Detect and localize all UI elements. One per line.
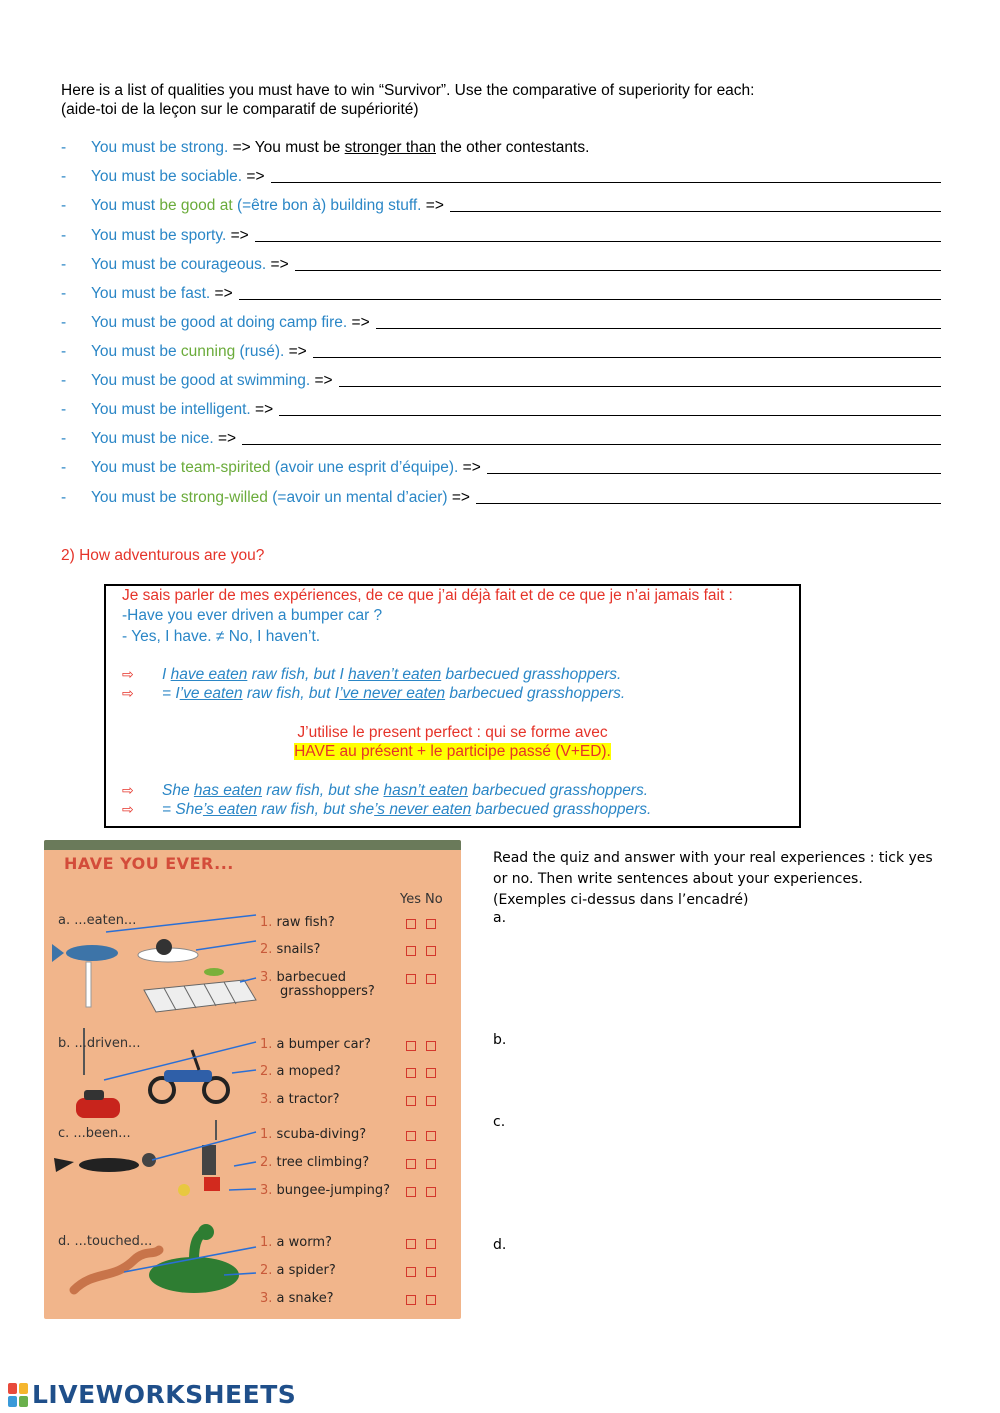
- arrow-icon: ⇨: [122, 685, 134, 701]
- question-row: [61, 399, 941, 421]
- question-part: strong-willed: [180, 489, 268, 506]
- example-2-text: [162, 684, 625, 703]
- quiz-item: [260, 1235, 332, 1250]
- quiz-item-text: snails?: [276, 942, 321, 957]
- answer-label-a: a.: [493, 910, 507, 926]
- question-part: You must be sporty.: [91, 227, 231, 244]
- quiz-item: [260, 1183, 390, 1198]
- box-line-2: -Have you ever driven a bumper car ?: [122, 607, 383, 624]
- question-text: [91, 370, 333, 392]
- question-part: =>: [288, 343, 307, 360]
- no-checkbox[interactable]: [426, 1187, 436, 1197]
- annotation-arrows: [104, 915, 256, 1275]
- intro-line-1: Here is a list of qualities you must have to win “Survivor”. Use the comparative of superiority for each:: [61, 82, 755, 99]
- quiz-section-label: a. ...eaten...: [58, 913, 137, 928]
- answer-label-c: c.: [493, 1114, 506, 1130]
- question-text: [91, 399, 273, 421]
- example-part: barbecued grasshoppers.: [445, 685, 626, 702]
- example-part: ’s eaten: [202, 801, 257, 818]
- question-part: You must be strong.: [91, 139, 233, 156]
- question-part: (rusé).: [235, 343, 289, 360]
- instructions-intro: [61, 81, 961, 119]
- scuba-diver-icon: [54, 1153, 156, 1172]
- question-part: You must be nice.: [91, 430, 218, 447]
- question-part: the other contestants.: [436, 139, 590, 156]
- question-part: You must: [91, 197, 160, 214]
- logo-text: LIVEWORKSHEETS: [32, 1380, 297, 1409]
- rule-line-1: J’utilise le present perfect : qui se forme avec: [297, 724, 608, 741]
- example-part: ’ve eaten: [179, 685, 243, 702]
- quiz-item: [260, 942, 320, 957]
- snail-icon: [138, 939, 198, 962]
- question-part: =>: [214, 285, 233, 302]
- question-part: You must be: [91, 489, 181, 506]
- example-part: haven’t eaten: [348, 666, 442, 683]
- yes-checkbox[interactable]: [406, 1041, 416, 1051]
- moped-icon: [150, 1050, 228, 1102]
- quiz-section-label: b. ...driven...: [58, 1036, 141, 1051]
- bullet-dash: -: [61, 256, 67, 273]
- quiz-title: HAVE YOU EVER...: [64, 854, 234, 873]
- question-part: You must be fast.: [91, 285, 215, 302]
- arrow-icon: ⇨: [122, 782, 134, 798]
- worm-icon: [74, 1250, 159, 1290]
- bullet-dash: -: [61, 314, 67, 331]
- quiz-item-text: a bumper car?: [276, 1037, 371, 1052]
- yes-checkbox[interactable]: [406, 946, 416, 956]
- no-checkbox[interactable]: [426, 1096, 436, 1106]
- question-row: [61, 225, 941, 247]
- no-checkbox[interactable]: [426, 1267, 436, 1277]
- grammar-box: [104, 584, 801, 828]
- quiz-item-number: 2.: [260, 942, 273, 957]
- yes-checkbox[interactable]: [406, 1096, 416, 1106]
- quiz-item-number: 3.: [260, 970, 273, 985]
- answer-blank[interactable]: [339, 386, 941, 387]
- yes-checkbox[interactable]: [406, 1295, 416, 1305]
- bullet-dash: -: [61, 372, 67, 389]
- question-part: team-spirited: [180, 459, 271, 476]
- quiz-item: [260, 1037, 371, 1052]
- intro-line-2: (aide-toi de la leçon sur le comparatif de supériorité): [61, 101, 419, 118]
- example-part: barbecued grasshoppers.: [441, 666, 622, 683]
- rule-line-2: [106, 742, 799, 761]
- quiz-item-text: a tractor?: [276, 1092, 340, 1107]
- quiz-item: [260, 1291, 334, 1306]
- question-row: [61, 487, 941, 509]
- arrow-icon: ⇨: [122, 666, 134, 682]
- question-part: =>: [351, 314, 370, 331]
- example-part: barbecued grasshoppers.: [467, 782, 649, 799]
- example-part: hasn’t eaten: [383, 782, 468, 799]
- question-row: [61, 312, 941, 334]
- quiz-item-number: 2.: [260, 1064, 273, 1079]
- quiz-section-label: c. ...been...: [58, 1126, 131, 1141]
- logo-icon: [8, 1383, 30, 1409]
- question-part: You must be good at swimming.: [91, 372, 315, 389]
- no-checkbox[interactable]: [426, 1295, 436, 1305]
- question-row: [61, 254, 941, 276]
- question-text: [91, 225, 249, 247]
- question-part: (=avoir un mental d’acier): [267, 489, 452, 506]
- answer-blank[interactable]: [487, 473, 941, 474]
- question-row: [61, 457, 941, 479]
- bullet-dash: -: [61, 430, 67, 447]
- yes-checkbox[interactable]: [406, 1068, 416, 1078]
- no-checkbox[interactable]: [426, 1239, 436, 1249]
- yes-checkbox[interactable]: [406, 1239, 416, 1249]
- example-part: raw fish, but I: [242, 685, 340, 702]
- answer-blank[interactable]: [239, 299, 941, 300]
- quiz-item-text: tree climbing?: [276, 1155, 370, 1170]
- quiz-item-number: 3.: [260, 1092, 273, 1107]
- quiz-item-number: 1.: [260, 1127, 273, 1142]
- quiz-section-label: d. ...touched...: [58, 1234, 153, 1249]
- quiz-item-number: 2.: [260, 1155, 273, 1170]
- quiz-image: [44, 840, 461, 1319]
- bullet-dash: -: [61, 139, 67, 156]
- question-part: You must be intelligent.: [91, 401, 256, 418]
- answer-blank[interactable]: [242, 444, 941, 445]
- question-row: [61, 137, 941, 159]
- quiz-item-text: raw fish?: [276, 915, 335, 930]
- question-part: =>: [451, 489, 470, 506]
- quiz-item: [260, 1092, 340, 1107]
- instr-line-2: or no. Then write sentences about your experiences.: [493, 871, 863, 887]
- question-part: =>: [314, 372, 333, 389]
- question-part: You must be courageous.: [91, 256, 271, 273]
- question-part: =>: [246, 168, 265, 185]
- question-text: [91, 341, 307, 363]
- quiz-item: [260, 1155, 369, 1170]
- question-part: be good at: [159, 197, 237, 214]
- answer-blank[interactable]: [279, 415, 941, 416]
- fish-icon: [52, 944, 118, 1007]
- bullet-dash: -: [61, 168, 67, 185]
- bullet-dash: -: [61, 343, 67, 360]
- quiz-item-number: 1.: [260, 1037, 273, 1052]
- bullet-dash: -: [61, 401, 67, 418]
- question-part: =>: [425, 197, 444, 214]
- quiz-item-number: 1.: [260, 1235, 273, 1250]
- no-checkbox[interactable]: [426, 919, 436, 929]
- question-row: [61, 341, 941, 363]
- question-part: (avoir une esprit d’équipe).: [270, 459, 463, 476]
- example-part: raw fish, but she: [261, 782, 384, 799]
- question-text: [91, 166, 265, 188]
- quiz-item-extra: grasshoppers?: [280, 984, 375, 999]
- example-part: ’s never eaten: [374, 801, 472, 818]
- yes-checkbox[interactable]: [406, 1187, 416, 1197]
- question-part: stronger than: [344, 139, 436, 156]
- question-row: [61, 370, 941, 392]
- question-text: [91, 195, 444, 217]
- answer-blank[interactable]: [255, 241, 941, 242]
- example-part: = She: [162, 801, 203, 818]
- quiz-item-text: barbecued: [276, 970, 346, 985]
- example-part: = I: [162, 685, 180, 702]
- box-line-3: - Yes, I have. ≠ No, I haven’t.: [122, 628, 321, 645]
- instr-line-3: (Exemples ci-dessus dans l’encadré): [493, 892, 749, 908]
- question-row: [61, 428, 941, 450]
- example-part: has eaten: [193, 782, 262, 799]
- question-text: [91, 283, 233, 305]
- question-text: [91, 487, 470, 509]
- question-row: [61, 283, 941, 305]
- yes-checkbox[interactable]: [406, 1267, 416, 1277]
- answer-blank[interactable]: [271, 182, 942, 183]
- question-row: [61, 195, 941, 217]
- example-1-text: [162, 665, 621, 684]
- quiz-item-text: a spider?: [276, 1263, 336, 1278]
- question-part: You must be: [91, 343, 181, 360]
- quiz-item-text: a snake?: [276, 1291, 334, 1306]
- bullet-dash: -: [61, 489, 67, 506]
- example-part: raw fish, but she: [256, 801, 375, 818]
- example-part: barbecued grasshoppers.: [471, 801, 652, 818]
- example-part: She: [162, 782, 194, 799]
- no-checkbox[interactable]: [426, 1041, 436, 1051]
- section-2-title: 2) How adventurous are you?: [61, 547, 265, 564]
- yes-checkbox[interactable]: [406, 1159, 416, 1169]
- bungee-jumper-icon: [178, 1120, 220, 1196]
- quiz-item: [260, 1127, 366, 1142]
- bullet-dash: -: [61, 285, 67, 302]
- question-part: You must be sociable.: [91, 168, 247, 185]
- example-part: raw fish, but I: [247, 666, 349, 683]
- rule-highlight: HAVE au présent + le participe passé (V+ED).: [294, 743, 611, 760]
- box-line-1: Je sais parler de mes expériences, de ce que j’ai déjà fait et de ce que je n’ai jamais fait :: [122, 587, 733, 604]
- no-checkbox[interactable]: [426, 1131, 436, 1141]
- example-3-text: [162, 781, 648, 800]
- no-checkbox[interactable]: [426, 1068, 436, 1078]
- answer-label-b: b.: [493, 1032, 507, 1048]
- arrow-icon: ⇨: [122, 801, 134, 817]
- answer-blank[interactable]: [313, 357, 941, 358]
- answer-blank[interactable]: [450, 211, 941, 212]
- question-row: [61, 166, 941, 188]
- yes-checkbox[interactable]: [406, 919, 416, 929]
- bullet-dash: -: [61, 459, 67, 476]
- question-part: (=être bon à) building stuff.: [236, 197, 426, 214]
- answer-blank[interactable]: [295, 270, 941, 271]
- instr-line-1: Read the quiz and answer with your real experiences : tick yes: [493, 850, 933, 866]
- yes-header: Yes: [400, 892, 421, 907]
- example-part: ’ve never eaten: [339, 685, 446, 702]
- quiz-item-text: a moped?: [276, 1064, 341, 1079]
- question-text: [91, 254, 289, 276]
- example-4-text: [162, 800, 651, 819]
- question-part: =>: [255, 401, 274, 418]
- question-text: [91, 428, 236, 450]
- yes-checkbox[interactable]: [406, 974, 416, 984]
- quiz-item: [260, 970, 346, 985]
- no-checkbox[interactable]: [426, 1159, 436, 1169]
- quiz-item-number: 3.: [260, 1291, 273, 1306]
- quiz-item-text: scuba-diving?: [276, 1127, 367, 1142]
- question-part: =>: [462, 459, 481, 476]
- quiz-item-number: 3.: [260, 1183, 273, 1198]
- question-part: =>: [230, 227, 249, 244]
- quiz-item-number: 2.: [260, 1263, 273, 1278]
- answer-label-d: d.: [493, 1237, 507, 1253]
- example-part: I: [162, 666, 171, 683]
- answer-blank[interactable]: [476, 503, 941, 504]
- grill-icon: [144, 968, 256, 1012]
- bullet-dash: -: [61, 227, 67, 244]
- question-text: [91, 137, 589, 159]
- question-part: cunning: [180, 343, 236, 360]
- question-text: [91, 312, 370, 334]
- question-part: You must be: [91, 459, 181, 476]
- question-part: => You must be: [232, 139, 345, 156]
- quiz-item: [260, 1064, 341, 1079]
- quiz-item: [260, 1263, 336, 1278]
- bullet-dash: -: [61, 197, 67, 214]
- answer-blank[interactable]: [376, 328, 941, 329]
- yes-checkbox[interactable]: [406, 1131, 416, 1141]
- quiz-item: [260, 915, 335, 930]
- quiz-instructions: [493, 848, 933, 911]
- liveworksheets-logo[interactable]: [8, 1380, 296, 1409]
- example-part: have eaten: [170, 666, 248, 683]
- question-part: =>: [270, 256, 289, 273]
- question-part: =>: [217, 430, 237, 447]
- quiz-item-text: a worm?: [276, 1235, 332, 1250]
- question-part: You must be good at doing camp fire.: [91, 314, 352, 331]
- quiz-item-text: bungee-jumping?: [276, 1183, 390, 1198]
- no-checkbox[interactable]: [426, 974, 436, 984]
- no-checkbox[interactable]: [426, 946, 436, 956]
- quiz-item-number: 1.: [260, 915, 273, 930]
- no-header: No: [425, 892, 443, 907]
- question-text: [91, 457, 481, 479]
